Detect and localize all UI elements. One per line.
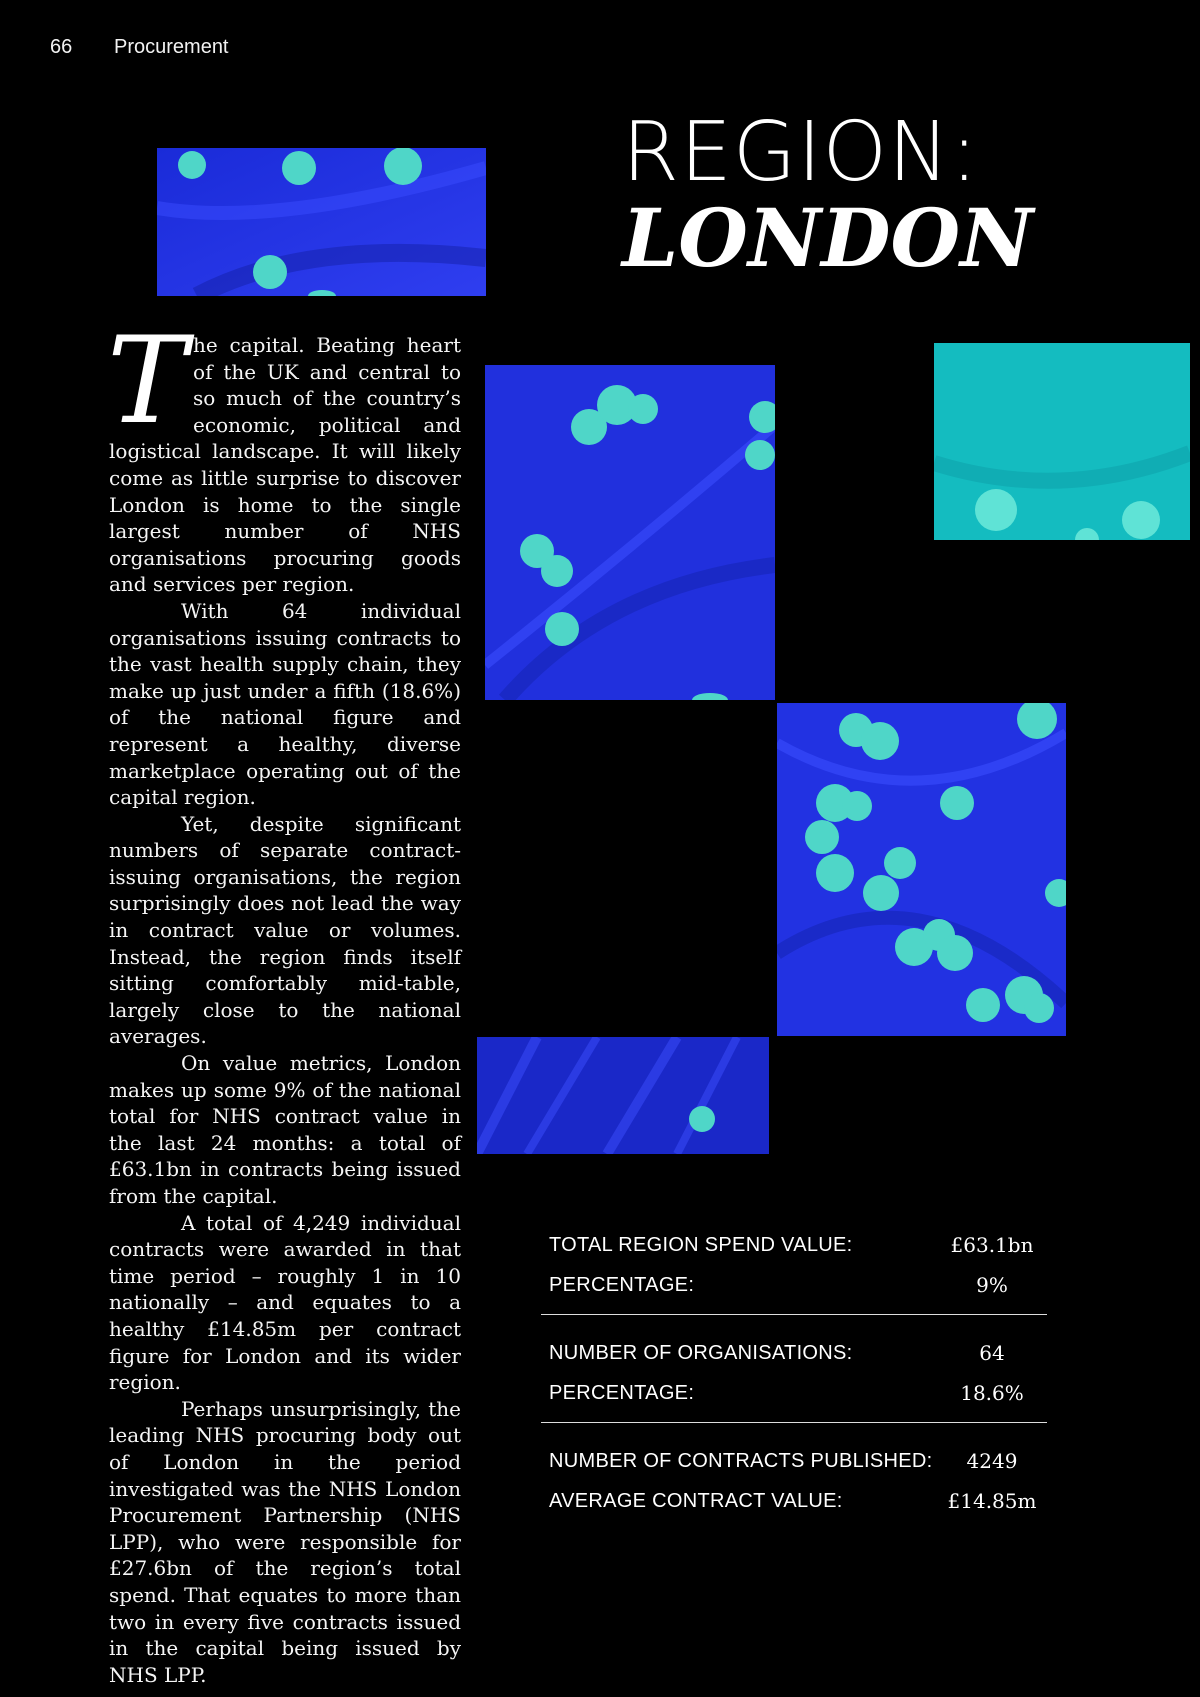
stats-row bbox=[541, 1333, 1047, 1373]
stat-label: NUMBER OF ORGANISATIONS: bbox=[549, 1341, 853, 1364]
fiber-optic-photo-4 bbox=[477, 1037, 769, 1154]
stat-value: £14.85m bbox=[947, 1489, 1037, 1513]
stat-label: TOTAL REGION SPEND VALUE: bbox=[549, 1233, 853, 1256]
stats-table bbox=[541, 1225, 1047, 1521]
stats-group-organisations bbox=[541, 1333, 1047, 1413]
article-paragraph bbox=[107, 312, 461, 598]
stat-value: 18.6% bbox=[960, 1381, 1024, 1405]
stat-value: 9% bbox=[976, 1273, 1008, 1297]
stats-divider bbox=[541, 1314, 1047, 1315]
page-number: 66 bbox=[50, 36, 73, 58]
article-paragraph-text: he capital. Beating heart of the UK and central to so much of the country’s economic, political and logistical landscape. It will likely come as little surprise to discover London is home to the single largest number of NHS organisations procuring goods and services per region. bbox=[109, 333, 461, 597]
article-paragraph: Yet, despite significant numbers of separate contract-issuing organisations, the region surprisingly does not lead the way in contract value or volumes. Instead, the region finds itself sitting comfortably mid-table, largely close to the national averages. bbox=[109, 811, 461, 1049]
stats-divider bbox=[541, 1422, 1047, 1423]
article-body bbox=[107, 312, 461, 1688]
stat-value: 4249 bbox=[966, 1449, 1018, 1473]
fiber-optic-photo-2 bbox=[485, 365, 775, 700]
stat-value: £63.1bn bbox=[950, 1233, 1034, 1257]
fiber-optic-photo-1 bbox=[157, 148, 486, 296]
stat-label: AVERAGE CONTRACT VALUE: bbox=[549, 1489, 843, 1512]
page-title bbox=[622, 105, 1034, 285]
stats-row bbox=[541, 1441, 1047, 1481]
stats-group-spend bbox=[541, 1225, 1047, 1305]
stats-row bbox=[541, 1481, 1047, 1521]
section-name: Procurement bbox=[114, 36, 229, 58]
title-line-2: LONDON bbox=[622, 191, 1034, 285]
cyan-fiber-photo bbox=[934, 343, 1190, 540]
title-line-1: REGION: bbox=[622, 105, 980, 200]
stats-row bbox=[541, 1265, 1047, 1305]
stat-value: 64 bbox=[979, 1341, 1005, 1365]
fiber-optic-photo-3 bbox=[777, 703, 1066, 1036]
stat-label: NUMBER OF CONTRACTS PUBLISHED: bbox=[549, 1449, 933, 1472]
drop-cap: T bbox=[107, 312, 188, 451]
stat-label: PERCENTAGE: bbox=[549, 1273, 695, 1296]
article-paragraph: With 64 individual organisations issuing contracts to the vast health supply chain, they make up just under a fifth (18.6%) of the national figure and represent a healthy, diverse marketplace operating out of the capital region. bbox=[109, 598, 461, 810]
article-paragraph: On value metrics, London makes up some 9% of the national total for NHS contract value in the last 24 months: a total of £63.1bn in contracts being issued from the capital. bbox=[109, 1051, 461, 1208]
stats-row bbox=[541, 1373, 1047, 1413]
stats-group-contracts bbox=[541, 1441, 1047, 1521]
article-paragraph: A total of 4,249 individual contracts were awarded in that time period – roughly 1 in 10 nationally – and equates to a healthy £14.85m per contract figure for London and its wider region. bbox=[109, 1210, 461, 1395]
stat-label: PERCENTAGE: bbox=[549, 1381, 695, 1404]
article-paragraph: Perhaps unsurprisingly, the leading NHS procuring body out of London in the period investigated was the NHS London Procurement Partnership (NHS LPP), who were responsible for £27.6bn of the region’s total spend. That equates to more than two in every five contracts issued in the capital being issued by NHS LPP. bbox=[109, 1396, 461, 1687]
stats-row bbox=[541, 1225, 1047, 1265]
